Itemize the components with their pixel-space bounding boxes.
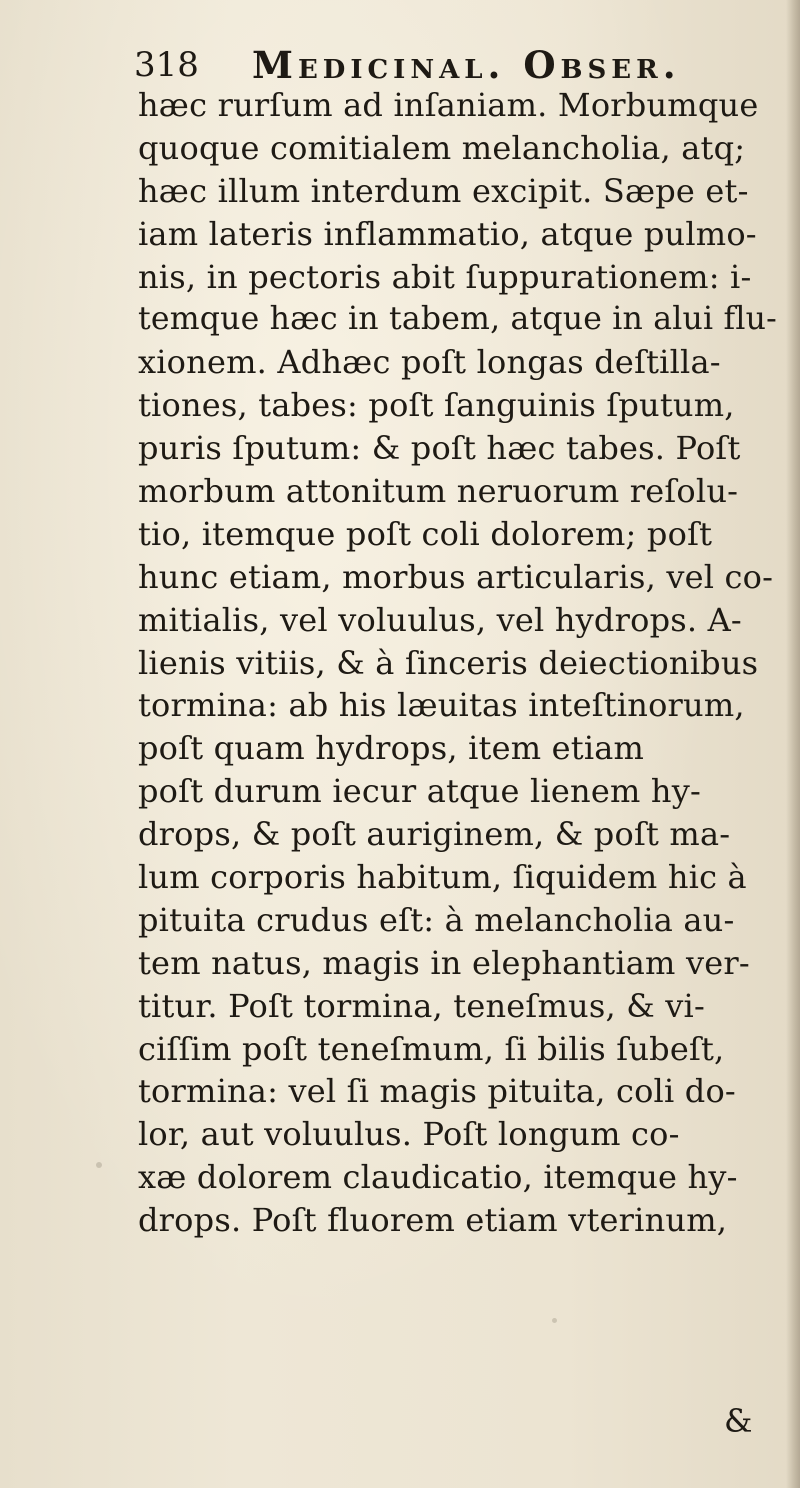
page-header: [124, 40, 724, 90]
text-line-22: titur. Poſt tormina, teneſmus, & vi-: [138, 986, 705, 1025]
text-line-18: drops, & poſt auriginem, & poſt ma-: [138, 815, 731, 854]
catchword: &: [724, 1402, 753, 1440]
text-line-8: tiones, tabes: poſt ſanguinis ſputum,: [138, 386, 735, 425]
ink-speck: [552, 1318, 557, 1323]
page-edge-shadow: [786, 0, 800, 1488]
text-line-24: tormina: vel ſi magis pituita, coli do-: [138, 1072, 736, 1111]
text-line-20: pituita crudus eſt: à melancholia au-: [138, 900, 735, 939]
text-line-26: xæ dolorem claudicatio, itemque hy-: [138, 1158, 738, 1197]
text-line-4: iam lateris inflammatio, atque pulmo-: [138, 214, 757, 253]
page-number: 318: [134, 45, 199, 85]
text-line-13: mitialis, vel voluulus, vel hydrops. A-: [138, 600, 742, 639]
text-line-17: poſt durum iecur atque lienem hy-: [138, 772, 702, 811]
body-text: [138, 84, 778, 1242]
text-line-19: lum corporis habitum, ſiquidem hic à: [138, 858, 747, 897]
text-line-16: poſt quam hydrops, item etiam: [138, 729, 645, 768]
text-line-3: hæc illum interdum excipit. Sæpe et-: [138, 171, 749, 210]
text-line-15: tormina: ab his læuitas inteſtinorum,: [138, 686, 745, 725]
running-title: Medicinal. Obser.: [252, 43, 681, 87]
text-line-23: ciſſim poſt teneſmum, ſi bilis ſubeſt,: [138, 1029, 725, 1068]
text-line-12: hunc etiam, morbus articularis, vel co-: [138, 557, 774, 596]
text-line-27: drops. Poſt fluorem etiam vterinum,: [138, 1201, 728, 1240]
text-line-5: nis, in pectoris abit ſuppurationem: i-: [138, 257, 752, 296]
text-line-21: tem natus, magis in elephantiam ver-: [138, 943, 750, 982]
text-line-9: puris ſputum: & poſt hæc tabes. Poſt: [138, 429, 741, 468]
text-line-10: morbum attonitum neruorum reſolu-: [138, 472, 739, 511]
text-line-2: quoque comitialem melancholia, atq;: [138, 128, 746, 167]
text-line-11: tio, itemque poſt coli dolorem; poſt: [138, 514, 713, 553]
ink-speck: [96, 1162, 102, 1168]
text-line-6: temque hæc in tabem, atque in alui flu-: [138, 301, 777, 338]
text-line-14: lienis vitiis, & à ſinceris deiectionibus: [138, 643, 759, 682]
text-line-7: xionem. Adhæc poſt longas deſtilla-: [138, 343, 721, 382]
text-line-1: hæc rurſum ad inſaniam. Morbumque: [138, 86, 759, 124]
text-line-25: lor, aut voluulus. Poſt longum co-: [138, 1115, 680, 1154]
